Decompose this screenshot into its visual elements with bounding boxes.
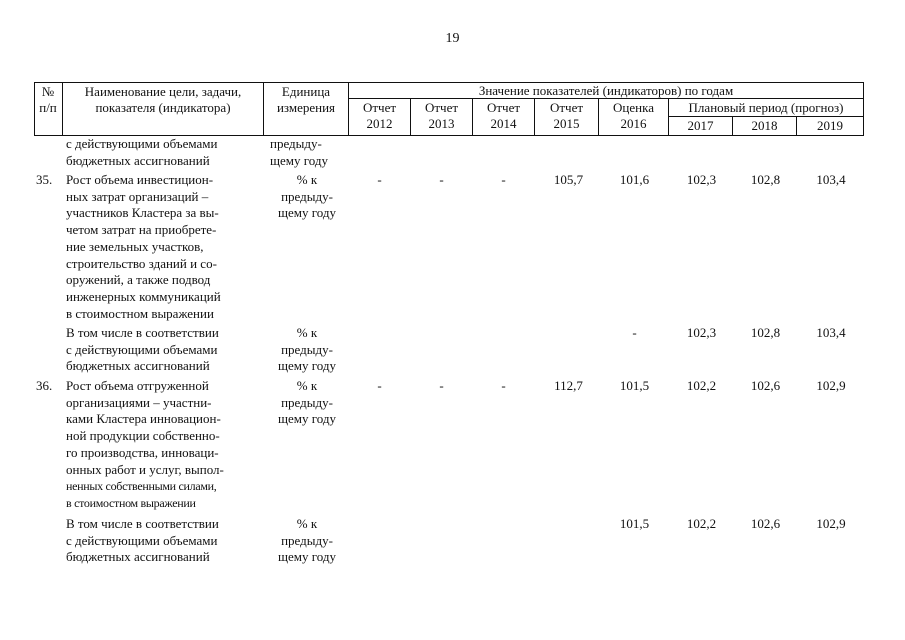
header-col-num: № п/п <box>39 84 57 115</box>
row-36-v2014: - <box>501 378 506 393</box>
row-35-sub-unit: % к предыду- щему году <box>277 325 336 374</box>
header-year-2012: Отчет 2012 <box>362 100 397 131</box>
header-plan-rule <box>668 116 864 117</box>
row-36-sub-v2017: 102,2 <box>686 516 717 531</box>
row-35-name: Рост объема инвестицион- ных затрат организаций – участников Кластера за вы- четом затрат на приобрете- ние земельных участков, строительство зданий и со- оружений, а также подвод инженерных коммуникаций в стоимостном выражении <box>66 172 221 321</box>
row-35-sub-v2016: - <box>632 325 637 340</box>
row-35-number: 35. <box>36 172 53 187</box>
row-35-unit: % к предыду- щему году <box>277 172 336 221</box>
header-col-unit: Единица измерения <box>276 84 336 115</box>
row-35-v2017: 102,3 <box>686 172 717 187</box>
row-36-sub-v2019: 102,9 <box>816 516 846 531</box>
table-header <box>34 82 864 136</box>
header-col-name: Наименование цели, задачи, показателя (индикатора) <box>84 84 242 115</box>
row-36-name: Рост объема отгруженной организациями – участни- ками Кластера инновацион- ной продукции собственно- го производства, инноваци- онных работ и услуг, выпол- ненных собственными силами, в стоимостном выражении <box>66 378 224 510</box>
row-35-v2019: 103,4 <box>816 172 846 187</box>
row-36-sub-v2018: 102,6 <box>750 516 781 531</box>
row-35-sub-v2018: 102,8 <box>750 325 781 340</box>
header-values-title: Значение показателей (индикаторов) по годам <box>478 83 734 98</box>
header-plan-title: Плановый период (прогноз) <box>688 100 844 115</box>
row-36-v2019: 102,9 <box>816 378 846 393</box>
row-continuation-name: с действующими объемами бюджетных ассигнований <box>66 136 218 168</box>
row-35-v2018: 102,8 <box>750 172 781 187</box>
header-year-2013: Отчет 2013 <box>424 100 459 131</box>
row-36-v2016: 101,5 <box>619 378 650 393</box>
row-35-v2016: 101,6 <box>619 172 650 187</box>
row-36-sub-v2016: 101,5 <box>619 516 650 531</box>
header-plan-2017: 2017 <box>687 118 714 133</box>
row-35-v2015: 105,7 <box>553 172 584 187</box>
row-35-sub-name: В том числе в соответствии с действующими объемами бюджетных ассигнований <box>66 325 219 374</box>
row-35-sub-v2017: 102,3 <box>686 325 717 340</box>
page-number: 19 <box>445 31 460 46</box>
row-35-v2012: - <box>377 172 382 187</box>
row-continuation-unit: предыду- щему году <box>270 136 329 168</box>
row-35-v2013: - <box>439 172 444 187</box>
row-36-sub-unit: % к предыду- щему году <box>277 516 336 565</box>
row-36-v2017: 102,2 <box>686 378 717 393</box>
header-plan-2019: 2019 <box>817 118 843 133</box>
row-35-v2014: - <box>501 172 506 187</box>
header-year-2016: Оценка 2016 <box>613 100 654 131</box>
row-36-number: 36. <box>36 378 53 393</box>
row-36-v2018: 102,6 <box>750 378 781 393</box>
row-36-v2015: 112,7 <box>554 378 583 393</box>
header-plan-2018: 2018 <box>751 118 778 133</box>
row-35-sub-v2019: 103,4 <box>816 325 846 340</box>
row-36-unit: % к предыду- щему году <box>277 378 336 427</box>
row-36-v2013: - <box>439 378 444 393</box>
row-36-sub-name: В том числе в соответствии с действующими объемами бюджетных ассигнований <box>66 516 219 565</box>
header-year-2015: Отчет 2015 <box>549 100 584 131</box>
row-36-v2012: - <box>377 378 382 393</box>
header-year-2014: Отчет 2014 <box>486 100 521 131</box>
